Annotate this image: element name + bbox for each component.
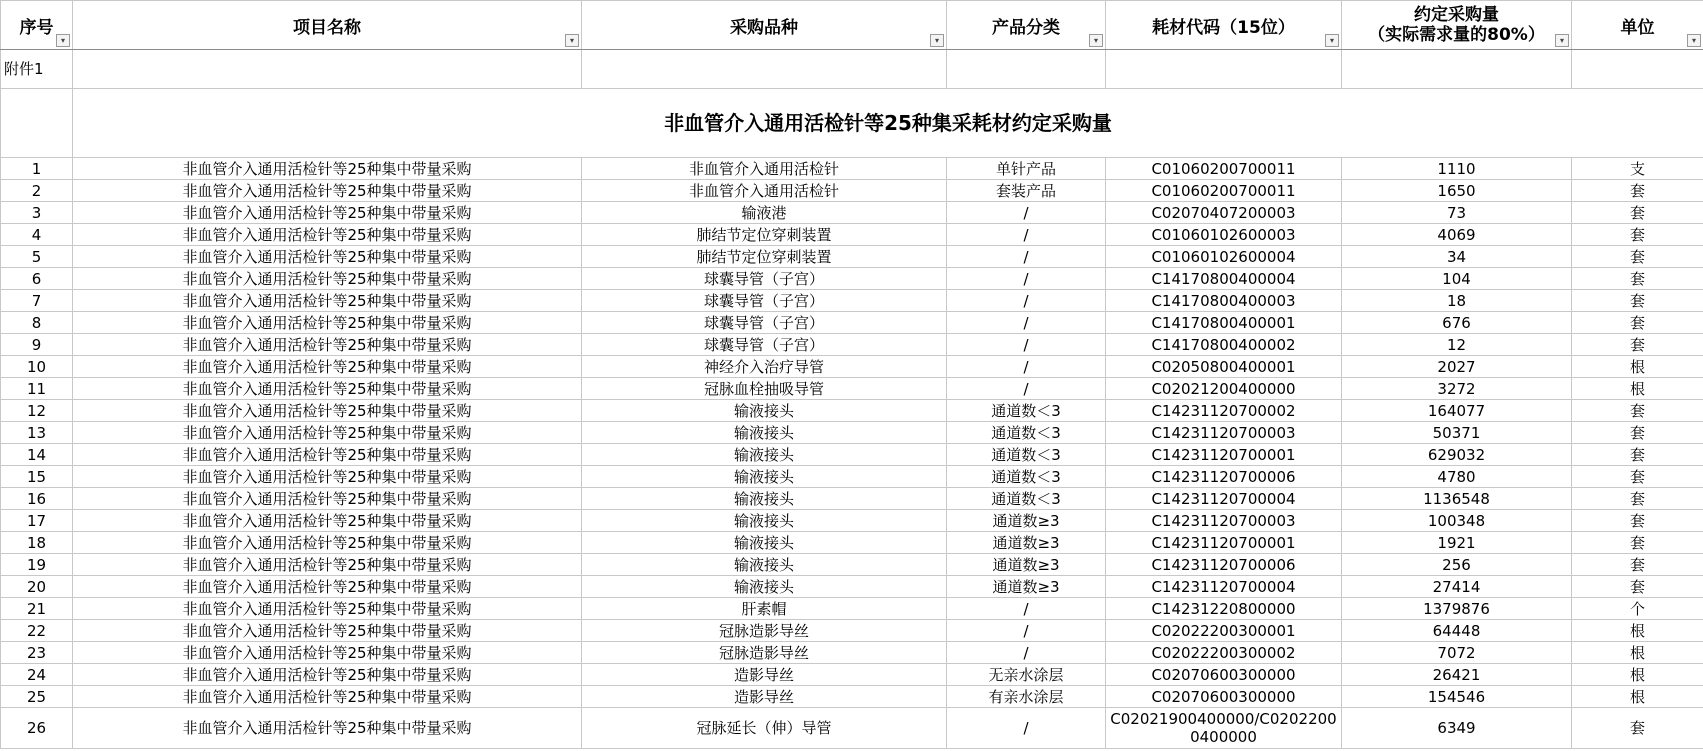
empty-cell[interactable]: [947, 50, 1106, 89]
cell-project[interactable]: 非血管介入通用活检针等25种集中带量采购: [73, 224, 582, 246]
cell-qty[interactable]: 26421: [1342, 664, 1572, 686]
cell-qty[interactable]: 7072: [1342, 642, 1572, 664]
cell-category[interactable]: 有亲水涂层: [947, 686, 1106, 708]
cell-qty[interactable]: 27414: [1342, 576, 1572, 598]
cell-category[interactable]: 单针产品: [947, 158, 1106, 180]
cell-variety[interactable]: 造影导丝: [582, 664, 947, 686]
cell-variety[interactable]: 球囊导管（子宫）: [582, 312, 947, 334]
cell-project[interactable]: 非血管介入通用活检针等25种集中带量采购: [73, 686, 582, 708]
table-row: [1, 598, 1703, 620]
cell-unit[interactable]: 套: [1572, 554, 1703, 576]
sheet-top: [1, 50, 1703, 158]
cell-code[interactable]: C01060200700011: [1106, 158, 1342, 180]
cell-unit[interactable]: 根: [1572, 356, 1703, 378]
cell-unit[interactable]: 套: [1572, 708, 1703, 749]
cell-seq[interactable]: 11: [1, 378, 73, 400]
cell-project[interactable]: 非血管介入通用活检针等25种集中带量采购: [73, 664, 582, 686]
cell-unit[interactable]: 根: [1572, 642, 1703, 664]
cell-project[interactable]: 非血管介入通用活检针等25种集中带量采购: [73, 356, 582, 378]
column-header-label: 耗材代码（15位）: [1152, 17, 1295, 38]
empty-cell[interactable]: [73, 50, 582, 89]
cell-code[interactable]: C14231120700001: [1106, 532, 1342, 554]
cell-code[interactable]: C02070407200003: [1106, 202, 1342, 224]
cell-code[interactable]: C02022200300002: [1106, 642, 1342, 664]
table-body: [1, 158, 1703, 749]
table-row: [1, 444, 1703, 466]
cell-variety[interactable]: 输液接头: [582, 532, 947, 554]
cell-project[interactable]: 非血管介入通用活检针等25种集中带量采购: [73, 378, 582, 400]
table-row: [1, 246, 1703, 268]
cell-variety[interactable]: 输液接头: [582, 400, 947, 422]
cell-unit[interactable]: 套: [1572, 400, 1703, 422]
cell-category[interactable]: /: [947, 224, 1106, 246]
cell-category[interactable]: 通道数＜3: [947, 444, 1106, 466]
cell-project[interactable]: 非血管介入通用活检针等25种集中带量采购: [73, 532, 582, 554]
filter-dropdown-icon[interactable]: ▾: [1089, 34, 1103, 47]
column-header-seq[interactable]: [1, 1, 73, 50]
cell-project[interactable]: 非血管介入通用活检针等25种集中带量采购: [73, 554, 582, 576]
cell-category[interactable]: /: [947, 620, 1106, 642]
empty-cell[interactable]: [1572, 50, 1703, 89]
cell-unit[interactable]: 个: [1572, 598, 1703, 620]
cell-variety[interactable]: 肺结节定位穿刺装置: [582, 224, 947, 246]
column-header-label: 采购品种: [730, 17, 798, 38]
cell-qty[interactable]: 1650: [1342, 180, 1572, 202]
filter-dropdown-icon[interactable]: ▾: [56, 34, 70, 47]
cell-code[interactable]: C01060200700011: [1106, 180, 1342, 202]
cell-unit[interactable]: 根: [1572, 664, 1703, 686]
table-row: [1, 290, 1703, 312]
cell-qty[interactable]: 4069: [1342, 224, 1572, 246]
cell-code[interactable]: C01060102600004: [1106, 246, 1342, 268]
cell-unit[interactable]: 根: [1572, 620, 1703, 642]
cell-seq[interactable]: 3: [1, 202, 73, 224]
cell-seq[interactable]: 8: [1, 312, 73, 334]
filter-dropdown-icon[interactable]: ▾: [1555, 34, 1569, 47]
filter-dropdown-icon[interactable]: ▾: [930, 34, 944, 47]
column-header-unit[interactable]: [1572, 1, 1703, 50]
cell-project[interactable]: 非血管介入通用活检针等25种集中带量采购: [73, 444, 582, 466]
column-header-qty[interactable]: [1342, 1, 1572, 50]
cell-category[interactable]: 通道数≥3: [947, 576, 1106, 598]
cell-variety[interactable]: 输液接头: [582, 466, 947, 488]
cell-seq[interactable]: 17: [1, 510, 73, 532]
cell-code[interactable]: C14170800400001: [1106, 312, 1342, 334]
cell-project[interactable]: 非血管介入通用活检针等25种集中带量采购: [73, 598, 582, 620]
cell-qty[interactable]: 18: [1342, 290, 1572, 312]
cell-qty[interactable]: 64448: [1342, 620, 1572, 642]
cell-variety[interactable]: 球囊导管（子宫）: [582, 290, 947, 312]
cell-category[interactable]: /: [947, 356, 1106, 378]
cell-project[interactable]: 非血管介入通用活检针等25种集中带量采购: [73, 334, 582, 356]
cell-unit[interactable]: 套: [1572, 312, 1703, 334]
cell-qty[interactable]: 1379876: [1342, 598, 1572, 620]
cell-variety[interactable]: 冠脉造影导丝: [582, 620, 947, 642]
cell-unit[interactable]: 套: [1572, 290, 1703, 312]
cell-seq[interactable]: 10: [1, 356, 73, 378]
column-header-label: 项目名称: [293, 17, 361, 38]
cell-project[interactable]: 非血管介入通用活检针等25种集中带量采购: [73, 268, 582, 290]
cell-category[interactable]: 通道数≥3: [947, 510, 1106, 532]
cell-qty[interactable]: 104: [1342, 268, 1572, 290]
cell-variety[interactable]: 冠脉延长（伸）导管: [582, 708, 947, 749]
cell-code[interactable]: C14231120700003: [1106, 510, 1342, 532]
cell-seq[interactable]: 21: [1, 598, 73, 620]
filter-dropdown-icon[interactable]: ▾: [565, 34, 579, 47]
cell-project[interactable]: 非血管介入通用活检针等25种集中带量采购: [73, 620, 582, 642]
cell-code[interactable]: C02021900400000/C02022000400000: [1106, 708, 1342, 749]
cell-qty[interactable]: 6349: [1342, 708, 1572, 749]
column-header-category[interactable]: [947, 1, 1106, 50]
cell-variety[interactable]: 冠脉血栓抽吸导管: [582, 378, 947, 400]
cell-code[interactable]: C14170800400004: [1106, 268, 1342, 290]
column-header-label: 约定采购量: [1414, 5, 1499, 25]
empty-cell[interactable]: [1106, 50, 1342, 89]
cell-unit[interactable]: 套: [1572, 444, 1703, 466]
column-header-label: 序号: [19, 17, 54, 38]
empty-cell[interactable]: [1, 89, 73, 158]
cell-unit[interactable]: 套: [1572, 466, 1703, 488]
table-row: [1, 180, 1703, 202]
cell-qty[interactable]: 73: [1342, 202, 1572, 224]
cell-category[interactable]: /: [947, 334, 1106, 356]
cell-code[interactable]: C14231120700006: [1106, 466, 1342, 488]
cell-seq[interactable]: 4: [1, 224, 73, 246]
column-header-project[interactable]: [73, 1, 582, 50]
cell-category[interactable]: 通道数＜3: [947, 422, 1106, 444]
table-row: [1, 554, 1703, 576]
column-header-label: 产品分类: [992, 17, 1060, 38]
cell-qty[interactable]: 100348: [1342, 510, 1572, 532]
cell-category[interactable]: /: [947, 246, 1106, 268]
cell-project[interactable]: 非血管介入通用活检针等25种集中带量采购: [73, 246, 582, 268]
cell-qty[interactable]: 629032: [1342, 444, 1572, 466]
cell-variety[interactable]: 输液接头: [582, 576, 947, 598]
cell-category[interactable]: /: [947, 202, 1106, 224]
empty-cell[interactable]: [582, 50, 947, 89]
cell-seq[interactable]: 25: [1, 686, 73, 708]
cell-category[interactable]: 通道数＜3: [947, 400, 1106, 422]
cell-seq[interactable]: 7: [1, 290, 73, 312]
cell-unit[interactable]: 套: [1572, 488, 1703, 510]
cell-seq[interactable]: 13: [1, 422, 73, 444]
cell-unit[interactable]: 套: [1572, 532, 1703, 554]
cell-seq[interactable]: 2: [1, 180, 73, 202]
table-row: [1, 334, 1703, 356]
column-header-variety[interactable]: [582, 1, 947, 50]
cell-category[interactable]: 通道数≥3: [947, 554, 1106, 576]
table-row: [1, 576, 1703, 598]
column-header-sublabel: （实际需求量的80%）: [1368, 25, 1545, 45]
cell-unit[interactable]: 根: [1572, 686, 1703, 708]
cell-seq[interactable]: 18: [1, 532, 73, 554]
table-row: [1, 422, 1703, 444]
cell-category[interactable]: 套装产品: [947, 180, 1106, 202]
cell-qty[interactable]: 34: [1342, 246, 1572, 268]
cell-category[interactable]: 无亲水涂层: [947, 664, 1106, 686]
cell-project[interactable]: 非血管介入通用活检针等25种集中带量采购: [73, 488, 582, 510]
cell-code[interactable]: C14231220800000: [1106, 598, 1342, 620]
cell-code[interactable]: C01060102600003: [1106, 224, 1342, 246]
table-row: [1, 400, 1703, 422]
cell-seq[interactable]: 24: [1, 664, 73, 686]
cell-variety[interactable]: 非血管介入通用活检针: [582, 158, 947, 180]
cell-category[interactable]: /: [947, 378, 1106, 400]
column-header-code[interactable]: [1106, 1, 1342, 50]
cell-seq[interactable]: 15: [1, 466, 73, 488]
filter-dropdown-icon[interactable]: ▾: [1687, 34, 1701, 47]
cell-code[interactable]: C02070600300000: [1106, 686, 1342, 708]
table-row: [1, 532, 1703, 554]
attachment-label[interactable]: 附件1: [1, 50, 73, 89]
cell-seq[interactable]: 12: [1, 400, 73, 422]
table-row: [1, 686, 1703, 708]
cell-variety[interactable]: 冠脉造影导丝: [582, 642, 947, 664]
cell-code[interactable]: C02070600300000: [1106, 664, 1342, 686]
cell-qty[interactable]: 676: [1342, 312, 1572, 334]
cell-project[interactable]: 非血管介入通用活检针等25种集中带量采购: [73, 422, 582, 444]
table-row: [1, 620, 1703, 642]
cell-unit[interactable]: 套: [1572, 180, 1703, 202]
cell-code[interactable]: C14231120700003: [1106, 422, 1342, 444]
table-row: [1, 356, 1703, 378]
cell-category[interactable]: /: [947, 598, 1106, 620]
cell-variety[interactable]: 神经介入治疗导管: [582, 356, 947, 378]
cell-variety[interactable]: 球囊导管（子宫）: [582, 334, 947, 356]
cell-variety[interactable]: 输液接头: [582, 444, 947, 466]
cell-qty[interactable]: 256: [1342, 554, 1572, 576]
cell-variety[interactable]: 输液接头: [582, 422, 947, 444]
cell-seq[interactable]: 22: [1, 620, 73, 642]
table-row: [1, 312, 1703, 334]
sheet-title[interactable]: 非血管介入通用活检针等25种集采耗材约定采购量: [73, 89, 1703, 158]
cell-code[interactable]: C14231120700004: [1106, 488, 1342, 510]
cell-unit[interactable]: 根: [1572, 378, 1703, 400]
cell-qty[interactable]: 1110: [1342, 158, 1572, 180]
cell-seq[interactable]: 20: [1, 576, 73, 598]
cell-qty[interactable]: 1921: [1342, 532, 1572, 554]
cell-seq[interactable]: 23: [1, 642, 73, 664]
cell-project[interactable]: 非血管介入通用活检针等25种集中带量采购: [73, 576, 582, 598]
cell-code[interactable]: C14231120700004: [1106, 576, 1342, 598]
cell-unit[interactable]: 支: [1572, 158, 1703, 180]
cell-project[interactable]: 非血管介入通用活检针等25种集中带量采购: [73, 642, 582, 664]
table-row: [1, 642, 1703, 664]
cell-project[interactable]: 非血管介入通用活检针等25种集中带量采购: [73, 158, 582, 180]
cell-project[interactable]: 非血管介入通用活检针等25种集中带量采购: [73, 708, 582, 749]
table-row: [1, 378, 1703, 400]
table-row: [1, 664, 1703, 686]
cell-code[interactable]: C14231120700001: [1106, 444, 1342, 466]
cell-seq[interactable]: 5: [1, 246, 73, 268]
cell-unit[interactable]: 套: [1572, 202, 1703, 224]
cell-seq[interactable]: 9: [1, 334, 73, 356]
cell-variety[interactable]: 输液港: [582, 202, 947, 224]
cell-project[interactable]: 非血管介入通用活检针等25种集中带量采购: [73, 312, 582, 334]
cell-code[interactable]: C02021200400000: [1106, 378, 1342, 400]
table-row: [1, 466, 1703, 488]
cell-category[interactable]: 通道数＜3: [947, 466, 1106, 488]
cell-code[interactable]: C02050800400001: [1106, 356, 1342, 378]
cell-unit[interactable]: 套: [1572, 576, 1703, 598]
cell-variety[interactable]: 输液接头: [582, 488, 947, 510]
cell-qty[interactable]: 3272: [1342, 378, 1572, 400]
cell-qty[interactable]: 50371: [1342, 422, 1572, 444]
cell-variety[interactable]: 球囊导管（子宫）: [582, 268, 947, 290]
cell-code[interactable]: C14170800400002: [1106, 334, 1342, 356]
empty-cell[interactable]: [1342, 50, 1572, 89]
cell-unit[interactable]: 套: [1572, 422, 1703, 444]
table-row: [1, 224, 1703, 246]
cell-qty[interactable]: 154546: [1342, 686, 1572, 708]
cell-code[interactable]: C14231120700006: [1106, 554, 1342, 576]
cell-qty[interactable]: 1136548: [1342, 488, 1572, 510]
cell-qty[interactable]: 4780: [1342, 466, 1572, 488]
cell-variety[interactable]: 非血管介入通用活检针: [582, 180, 947, 202]
cell-project[interactable]: 非血管介入通用活检针等25种集中带量采购: [73, 290, 582, 312]
cell-unit[interactable]: 套: [1572, 510, 1703, 532]
cell-seq[interactable]: 26: [1, 708, 73, 749]
cell-code[interactable]: C14170800400003: [1106, 290, 1342, 312]
cell-code[interactable]: C02022200300001: [1106, 620, 1342, 642]
table-row: [1, 510, 1703, 532]
cell-variety[interactable]: 肝素帽: [582, 598, 947, 620]
cell-project[interactable]: 非血管介入通用活检针等25种集中带量采购: [73, 180, 582, 202]
table-row: [1, 488, 1703, 510]
column-header-label: 单位: [1620, 17, 1655, 38]
cell-category[interactable]: /: [947, 642, 1106, 664]
cell-code[interactable]: C14231120700002: [1106, 400, 1342, 422]
cell-category[interactable]: 通道数≥3: [947, 532, 1106, 554]
cell-seq[interactable]: 16: [1, 488, 73, 510]
cell-project[interactable]: 非血管介入通用活检针等25种集中带量采购: [73, 202, 582, 224]
table-row: [1, 268, 1703, 290]
cell-qty[interactable]: 164077: [1342, 400, 1572, 422]
cell-category[interactable]: /: [947, 708, 1106, 749]
cell-qty[interactable]: 12: [1342, 334, 1572, 356]
cell-variety[interactable]: 肺结节定位穿刺装置: [582, 246, 947, 268]
cell-category[interactable]: /: [947, 290, 1106, 312]
cell-project[interactable]: 非血管介入通用活检针等25种集中带量采购: [73, 466, 582, 488]
cell-qty[interactable]: 2027: [1342, 356, 1572, 378]
table-row: [1, 158, 1703, 180]
table-row: [1, 202, 1703, 224]
cell-unit[interactable]: 套: [1572, 224, 1703, 246]
cell-unit[interactable]: 套: [1572, 268, 1703, 290]
cell-variety[interactable]: 造影导丝: [582, 686, 947, 708]
table-header: [1, 1, 1703, 50]
cell-seq[interactable]: 6: [1, 268, 73, 290]
filter-dropdown-icon[interactable]: ▾: [1325, 34, 1339, 47]
cell-variety[interactable]: 输液接头: [582, 554, 947, 576]
cell-project[interactable]: 非血管介入通用活检针等25种集中带量采购: [73, 510, 582, 532]
cell-seq[interactable]: 19: [1, 554, 73, 576]
cell-seq[interactable]: 1: [1, 158, 73, 180]
cell-category[interactable]: /: [947, 268, 1106, 290]
cell-project[interactable]: 非血管介入通用活检针等25种集中带量采购: [73, 400, 582, 422]
cell-unit[interactable]: 套: [1572, 334, 1703, 356]
cell-seq[interactable]: 14: [1, 444, 73, 466]
cell-category[interactable]: /: [947, 312, 1106, 334]
cell-unit[interactable]: 套: [1572, 246, 1703, 268]
cell-category[interactable]: 通道数＜3: [947, 488, 1106, 510]
table-row: [1, 708, 1703, 749]
cell-variety[interactable]: 输液接头: [582, 510, 947, 532]
